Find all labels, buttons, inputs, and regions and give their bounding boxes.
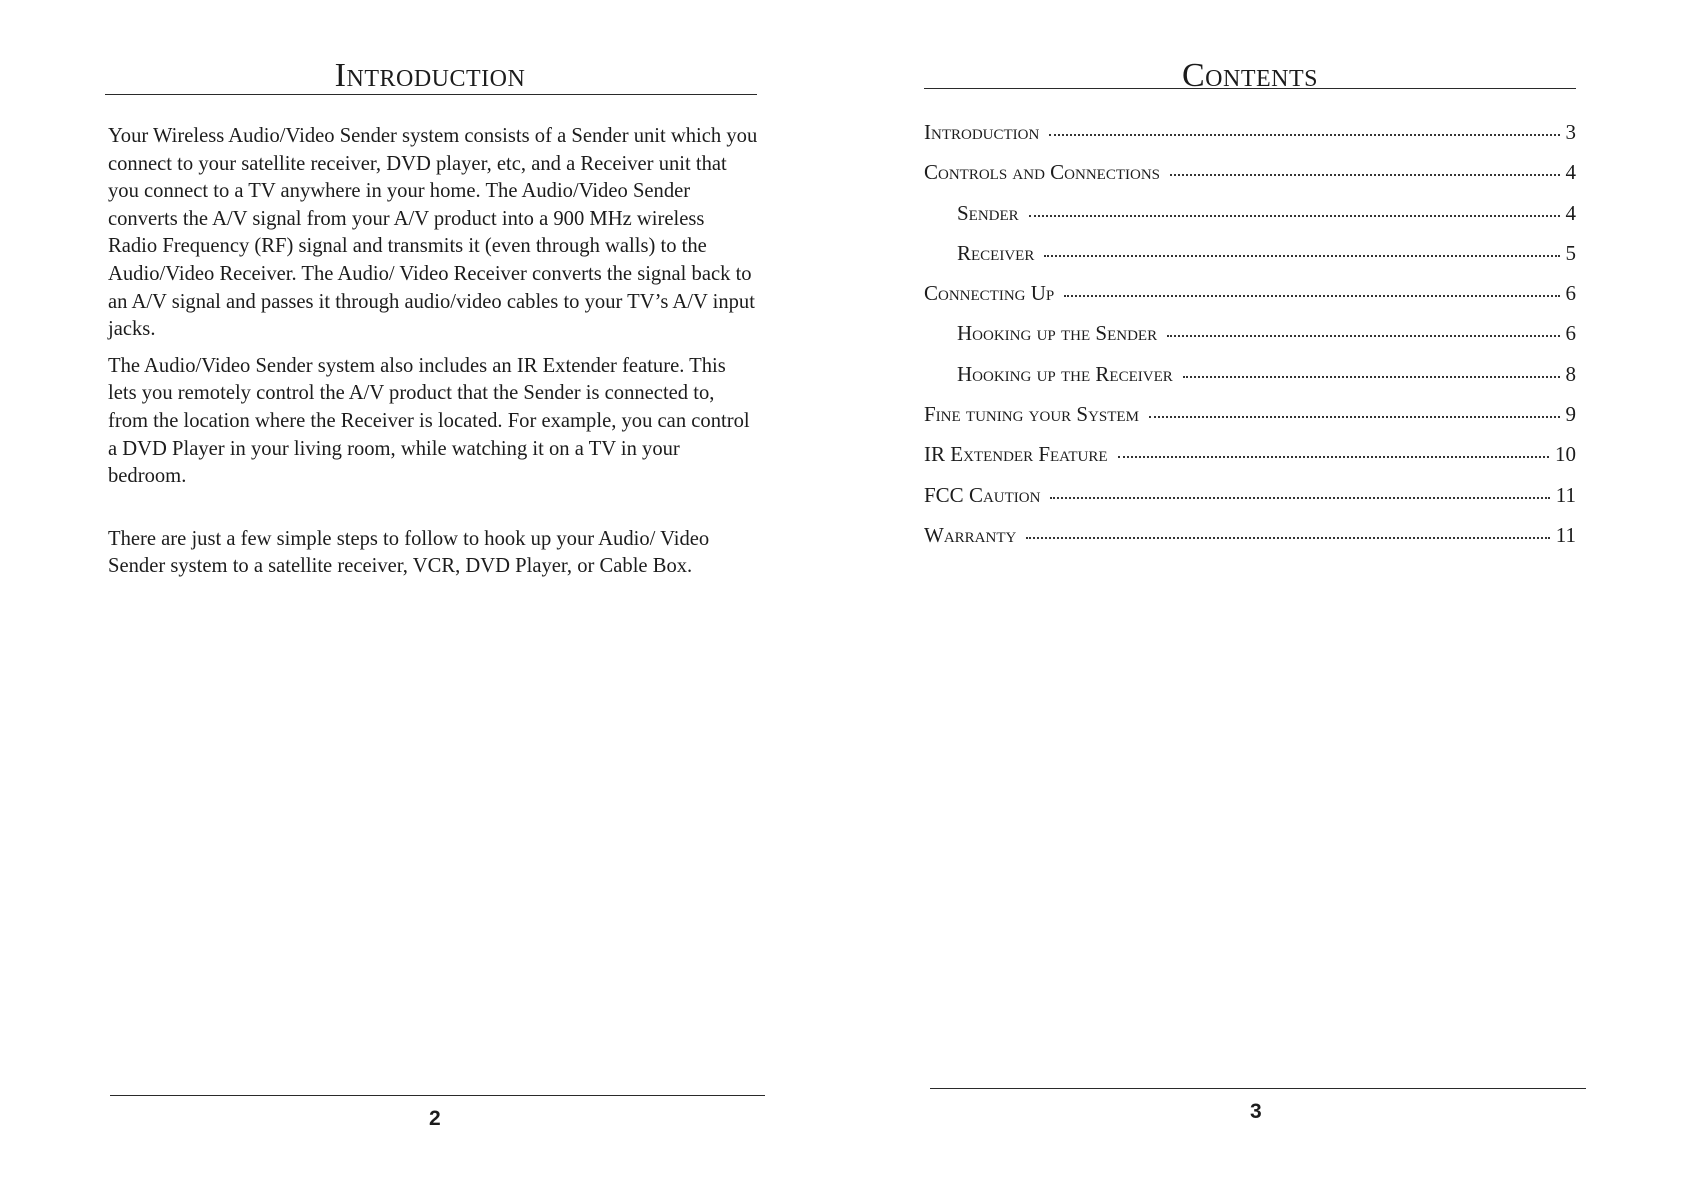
toc-entry-title: Controls and Connections bbox=[924, 160, 1161, 185]
dot-leader bbox=[1170, 173, 1559, 176]
toc-entry-page: 10 bbox=[1555, 442, 1576, 467]
toc-entry[interactable] bbox=[924, 442, 1576, 482]
dot-leader bbox=[1044, 254, 1559, 257]
toc-entry-page: 4 bbox=[1565, 200, 1576, 225]
section-heading-contents: Contents bbox=[1181, 57, 1318, 94]
toc-subentry[interactable] bbox=[924, 241, 1576, 281]
toc-entry-title: Sender bbox=[957, 200, 1019, 225]
introduction-body bbox=[108, 123, 758, 581]
toc-entry-page: 6 bbox=[1565, 321, 1576, 346]
toc-subentry[interactable] bbox=[924, 362, 1576, 402]
toc-entry-title: Warranty bbox=[924, 522, 1017, 547]
dot-leader bbox=[1064, 294, 1559, 297]
toc-entry-title: Introduction bbox=[924, 120, 1040, 144]
paragraph: The Audio/Video Sender system also includes an IR Extender feature. This lets you remotely control the A/V product that the Sender is connected to, from the location where the Receiver is located. For example, you can control a DVD Player in your living room, while watching it on a TV in your bedroom. bbox=[108, 354, 750, 488]
toc-entry-title: Hooking up the Sender bbox=[957, 321, 1158, 346]
toc-entry[interactable] bbox=[924, 402, 1576, 442]
toc-entry-title: Connecting Up bbox=[924, 281, 1055, 306]
dot-leader bbox=[1118, 455, 1550, 458]
page-number: 3 bbox=[1250, 1100, 1262, 1123]
toc-entry-title: Fine tuning your System bbox=[924, 402, 1139, 427]
toc-entry[interactable] bbox=[924, 281, 1576, 321]
toc-entry-page: 4 bbox=[1565, 160, 1576, 185]
section-heading-introduction: Introduction bbox=[334, 57, 526, 94]
toc-entry-page: 3 bbox=[1565, 120, 1576, 144]
page-left bbox=[0, 0, 841, 1190]
dot-leader bbox=[1167, 334, 1559, 337]
toc-entry[interactable] bbox=[924, 120, 1576, 160]
footer-rule bbox=[930, 1088, 1586, 1089]
toc-subentry[interactable] bbox=[924, 321, 1576, 361]
toc-entry[interactable] bbox=[924, 160, 1576, 200]
toc-subentry[interactable] bbox=[924, 201, 1576, 241]
paragraph: Your Wireless Audio/Video Sender system consists of a Sender unit which you connect to your satellite receiver, DVD player, etc, and a Receiver unit that you connect to a TV anywhere in your home. The Audio/Video Sender converts the A/V signal from your A/V product into a 900 MHz wireless Radio Frequency (RF) signal and transmits it (even through walls) to the Audio/Video Receiver. The Audio/ Video Receiver converts the signal back to an A/V signal and passes it through audio/video cables to your TV’s A/V input jacks. bbox=[108, 125, 758, 341]
toc-entry-page: 9 bbox=[1565, 402, 1576, 427]
page-number: 2 bbox=[429, 1107, 441, 1130]
toc-entry-page: 11 bbox=[1555, 482, 1576, 507]
dot-leader bbox=[1183, 375, 1560, 378]
toc-entry-page: 11 bbox=[1555, 522, 1576, 547]
toc-entry[interactable] bbox=[924, 483, 1576, 523]
toc-entry-title: FCC Caution bbox=[924, 482, 1041, 507]
table-of-contents bbox=[924, 120, 1576, 563]
toc-entry-page: 6 bbox=[1565, 281, 1576, 306]
toc-entry[interactable] bbox=[924, 523, 1576, 563]
heading-rule bbox=[924, 88, 1576, 89]
dot-leader bbox=[1049, 133, 1559, 136]
toc-entry-title: Hooking up the Receiver bbox=[957, 361, 1173, 386]
page-right bbox=[841, 0, 1683, 1190]
toc-entry-title: IR Extender Feature bbox=[924, 442, 1108, 467]
dot-leader bbox=[1029, 214, 1560, 217]
toc-entry-page: 5 bbox=[1565, 240, 1576, 265]
heading-rule bbox=[105, 94, 757, 95]
footer-rule bbox=[110, 1095, 765, 1096]
paragraph: There are just a few simple steps to follow to hook up your Audio/ Video Sender system to a satellite receiver, VCR, DVD Player, or Cable Box. bbox=[108, 527, 710, 578]
dot-leader bbox=[1026, 536, 1549, 539]
toc-entry-page: 8 bbox=[1565, 361, 1576, 386]
dot-leader bbox=[1050, 496, 1549, 499]
dot-leader bbox=[1149, 415, 1560, 418]
toc-entry-title: Receiver bbox=[957, 240, 1035, 265]
